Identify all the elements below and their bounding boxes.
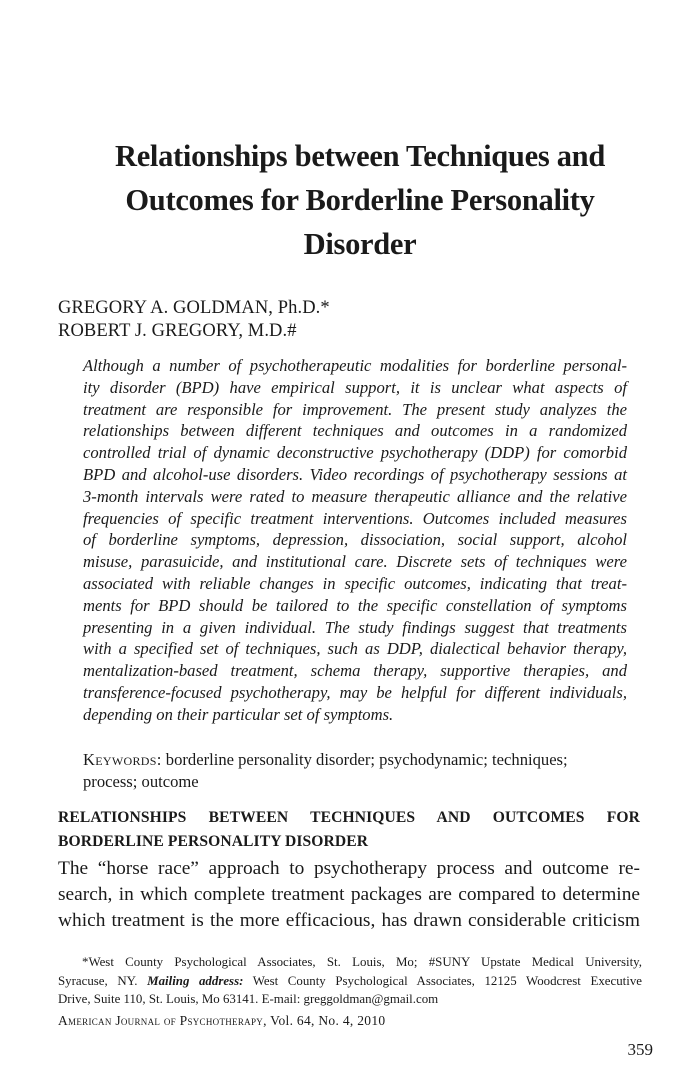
abstract-line: associated with reliable changes in specific outcomes, indicating that treat- bbox=[83, 573, 627, 593]
body-line: search, in which complete treatment packages are compared to determine bbox=[58, 884, 640, 905]
section-heading-line: BORDERLINE PERSONALITY DISORDER bbox=[58, 833, 369, 850]
section-heading-line: RELATIONSHIPS BETWEEN TECHNIQUES AND OUTCOMES FOR bbox=[58, 809, 640, 826]
abstract-line: controlled trial of dynamic deconstructive psychotherapy (DDP) for comorbid bbox=[83, 443, 627, 463]
body-line: The “horse race” approach to psychotherapy process and outcome re- bbox=[58, 858, 640, 879]
abstract-line: presenting in a given individual. The study findings suggest that treatments bbox=[83, 617, 627, 637]
author-name: GREGORY A. GOLDMAN, Ph.D.* bbox=[58, 298, 330, 318]
abstract-line: relationships between different techniques and outcomes in a randomized bbox=[83, 421, 627, 441]
abstract-line: of borderline symptoms, depression, dissociation, social support, alcohol bbox=[83, 530, 627, 550]
abstract-line: misuse, parasuicide, and institutional care. Discrete sets of techniques were bbox=[83, 552, 627, 572]
abstract-line: transference-focused psychotherapy, may be helpful for different individuals, bbox=[83, 682, 627, 702]
title-line: Relationships between Techniques and bbox=[114, 139, 606, 173]
abstract-line: mentalization-based treatment, schema therapy, supportive therapies, and bbox=[83, 661, 627, 681]
journal-title: American Journal of Psychotherapy bbox=[58, 1013, 264, 1028]
page-number: 359 bbox=[627, 1040, 653, 1059]
title-line: Outcomes for Borderline Personality bbox=[125, 183, 595, 217]
abstract-line: BPD and alcohol-use disorders. Video recordings of psychotherapy sessions at bbox=[83, 464, 627, 484]
abstract-line: 3-month intervals were rated to measure therapeutic alliance and the relative bbox=[83, 486, 627, 506]
journal-citation bbox=[58, 1012, 385, 1030]
keywords bbox=[83, 749, 627, 793]
footnote-address: West County Psychological Associates, 12125 Woodcrest Executive bbox=[252, 973, 642, 988]
body-paragraph bbox=[58, 856, 640, 934]
section-heading bbox=[58, 806, 640, 854]
footnote-line: *West County Psychological Associates, St. Louis, Mo; #SUNY Upstate Medical University, bbox=[82, 955, 642, 969]
footnote-line bbox=[58, 972, 642, 991]
abstract-line: frequencies of specific treatment interventions. Outcomes included measures bbox=[83, 508, 627, 528]
abstract-line: Although a number of psychotherapeutic modalities for borderline personal- bbox=[83, 356, 627, 375]
article-title bbox=[60, 134, 660, 266]
abstract-line: ments for BPD should be tailored to the specific constellation of symptoms bbox=[83, 595, 627, 615]
abstract bbox=[83, 355, 627, 726]
keywords-label: Keywords: bbox=[83, 750, 162, 769]
footnote-line: Drive, Suite 110, St. Louis, Mo 63141. E-mail: greggoldman@gmail.com bbox=[58, 992, 439, 1006]
author-list bbox=[58, 297, 330, 343]
abstract-line: treatment are responsible for improvement. The present study analyzes the bbox=[83, 399, 627, 419]
author-footnote bbox=[58, 953, 642, 1009]
abstract-line: depending on their particular set of symptoms. bbox=[83, 704, 394, 724]
author-name: ROBERT J. GREGORY, M.D.# bbox=[58, 321, 297, 341]
abstract-line: with a specified set of techniques, such as DDP, dialectical behavior therapy, bbox=[83, 639, 627, 659]
abstract-line: ity disorder (BPD) have empirical support, it is unclear what aspects of bbox=[83, 377, 627, 397]
journal-details: , Vol. 64, No. 4, 2010 bbox=[263, 1013, 386, 1028]
title-line: Disorder bbox=[303, 227, 417, 261]
keywords-list-continued: process; outcome bbox=[83, 772, 199, 791]
mailing-address-label: Mailing address: bbox=[147, 973, 244, 988]
keywords-list: borderline personality disorder; psychodynamic; techniques; bbox=[165, 750, 568, 769]
footnote-location: Syracuse, NY. bbox=[58, 973, 138, 988]
body-line: which treatment is the more efficacious, has drawn considerable criticism bbox=[58, 910, 640, 931]
